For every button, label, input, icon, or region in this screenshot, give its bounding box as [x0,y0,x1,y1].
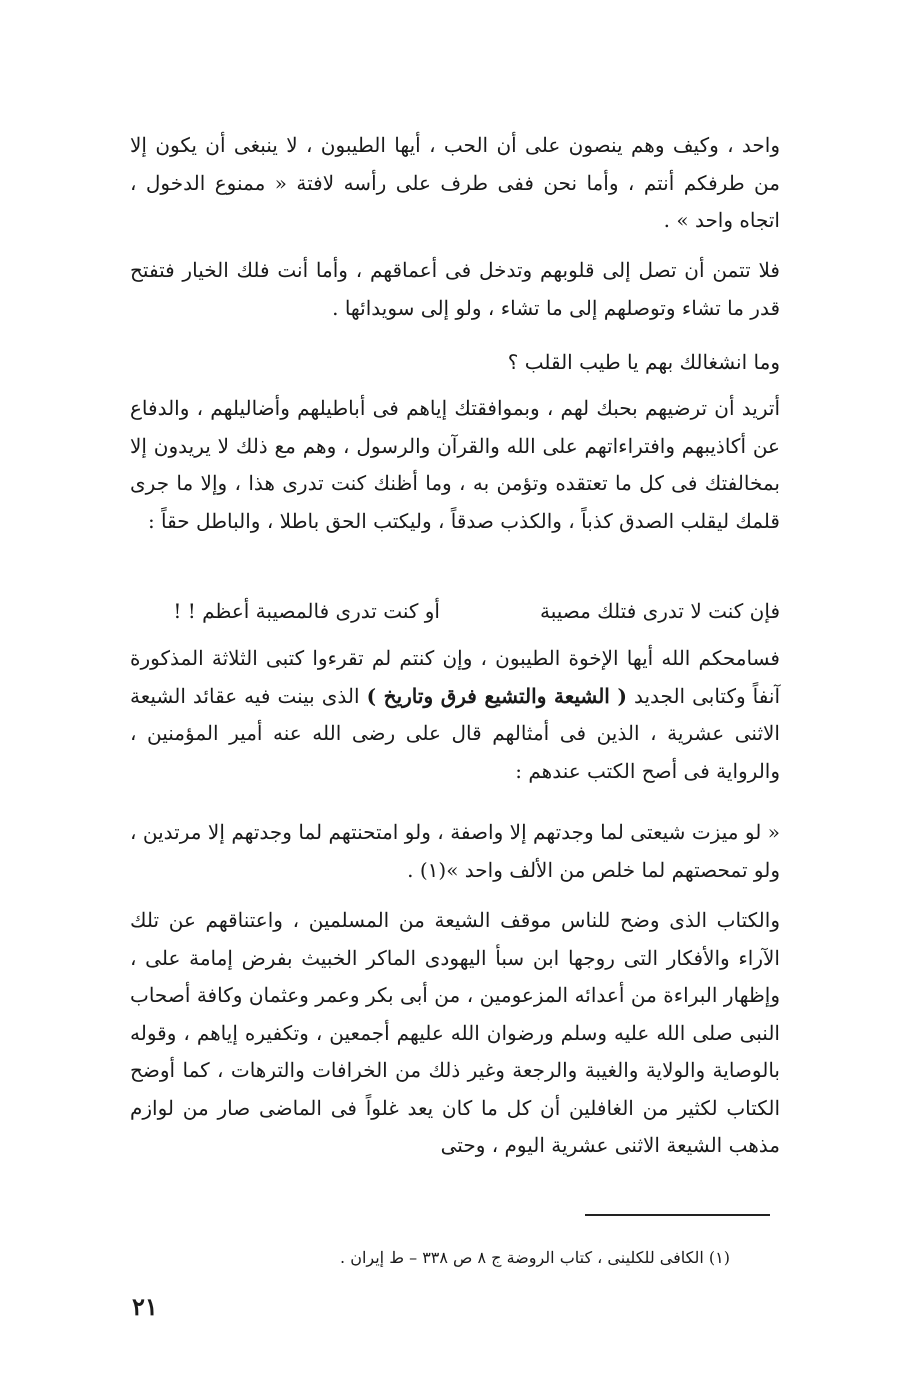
paragraph-4-block [130,390,780,540]
footnote-divider [585,1214,770,1216]
paragraph-5-end: الذى بينت فيه عقائد الشيعة الاثنى عشرية ، الذين فى أمثالهم قال على رضى الله عنه أمير المؤمنين ، والرواية فى أصح الكتب عندهم : [130,683,780,783]
footnote: (١) الكافى للكلينى ، كتاب الروضة ج ٨ ص ٣٣٨ – ط إيران . [340,1248,730,1267]
verse-first-hemistich: فإن كنت لا تدرى فتلك مصيبة [539,599,780,623]
paragraph-1-block [130,127,780,240]
page-number: ٢١ [132,1292,158,1321]
paragraph-5-block [130,640,780,790]
verse-line [130,593,780,631]
quote-block [130,814,780,889]
paragraph-3: وما انشغالك بهم يا طيب القلب ؟ [507,350,780,374]
book-title: ( الشيعة والتشيع فرق وتاريخ ) [366,683,627,708]
verse-block [130,593,780,631]
verse-second-hemistich: أو كنت تدرى فالمصيبة أعظم ! ! [173,599,440,623]
paragraph-7-block [130,902,780,1165]
paragraph-2-block [130,252,780,327]
paragraph-4: أتريد أن ترضيهم بحبك لهم ، وبموافقتك إياهم فى أباطيلهم وأضاليلهم ، والدفاع عن أكاذيبهم وافتراءاتهم على الله والقرآن والرسول ، وهم مع ذلك لا يريدون إلا بمخالفتك فى كل ما تعتقده وتؤمن به ، وما أظنك كنت تدرى هذا ، وإلا ما جرى قلمك ليقلب الصدق كذباً ، والكذب صدقاً ، وليكتب الحق باطلا ، والباطل حقاً : [130,396,780,533]
paragraph-5-start: فسامحكم الله أيها الإخوة الطيبون ، وإن كنتم لم تقرءوا كتبى الثلاثة المذكورة آنفاً وكتابى الجديد [130,646,781,708]
paragraph-5 [130,640,780,790]
paragraph-2: فلا تتمن أن تصل إلى قلوبهم وتدخل فى أعماقهم ، وأما أنت فلك الخيار فتفتح قدر ما تشاء وتوصلهم إلى ما تشاء ، ولو إلى سويدائها . [130,258,780,320]
quotation: « لو ميزت شيعتى لما وجدتهم إلا واصفة ، ولو امتحنتهم لما وجدتهم إلا مرتدين ، ولو تمحصتهم لما خلص من الألف واحد »(١) . [130,820,780,882]
paragraph-7: والكتاب الذى وضح للناس موقف الشيعة من المسلمين ، واعتناقهم عن تلك الآراء والأفكار التى روجها ابن سبأ اليهودى الماكر الخبيث بفرض إمامة على ، وإظهار البراءة من أعدائه المزعومين ، من أبى بكر وعمر وعثمان وكافة أصحاب النبى صلى الله عليه وسلم ورضوان الله عليهم أجمعين ، وتكفيره إياهم ، وقوله بالوصاية والولاية والغيبة والرجعة وغير ذلك من الخرافات والترهات ، كما أوضح الكتاب لكثير من الغافلين أن كل ما كان يعد غلواً فى الماضى صار من لوازم مذهب الشيعة الاثنى عشرية اليوم ، وحتى [130,908,780,1157]
paragraph-3-block [130,344,780,382]
paragraph-1: واحد ، وكيف وهم ينصون على أن الحب ، أيها الطيبون ، لا ينبغى أن يكون إلا من طرفكم أنتم ، وأما نحن ففى طرف على رأسه لافتة « ممنوع الدخول ، اتجاه واحد » . [130,133,780,232]
